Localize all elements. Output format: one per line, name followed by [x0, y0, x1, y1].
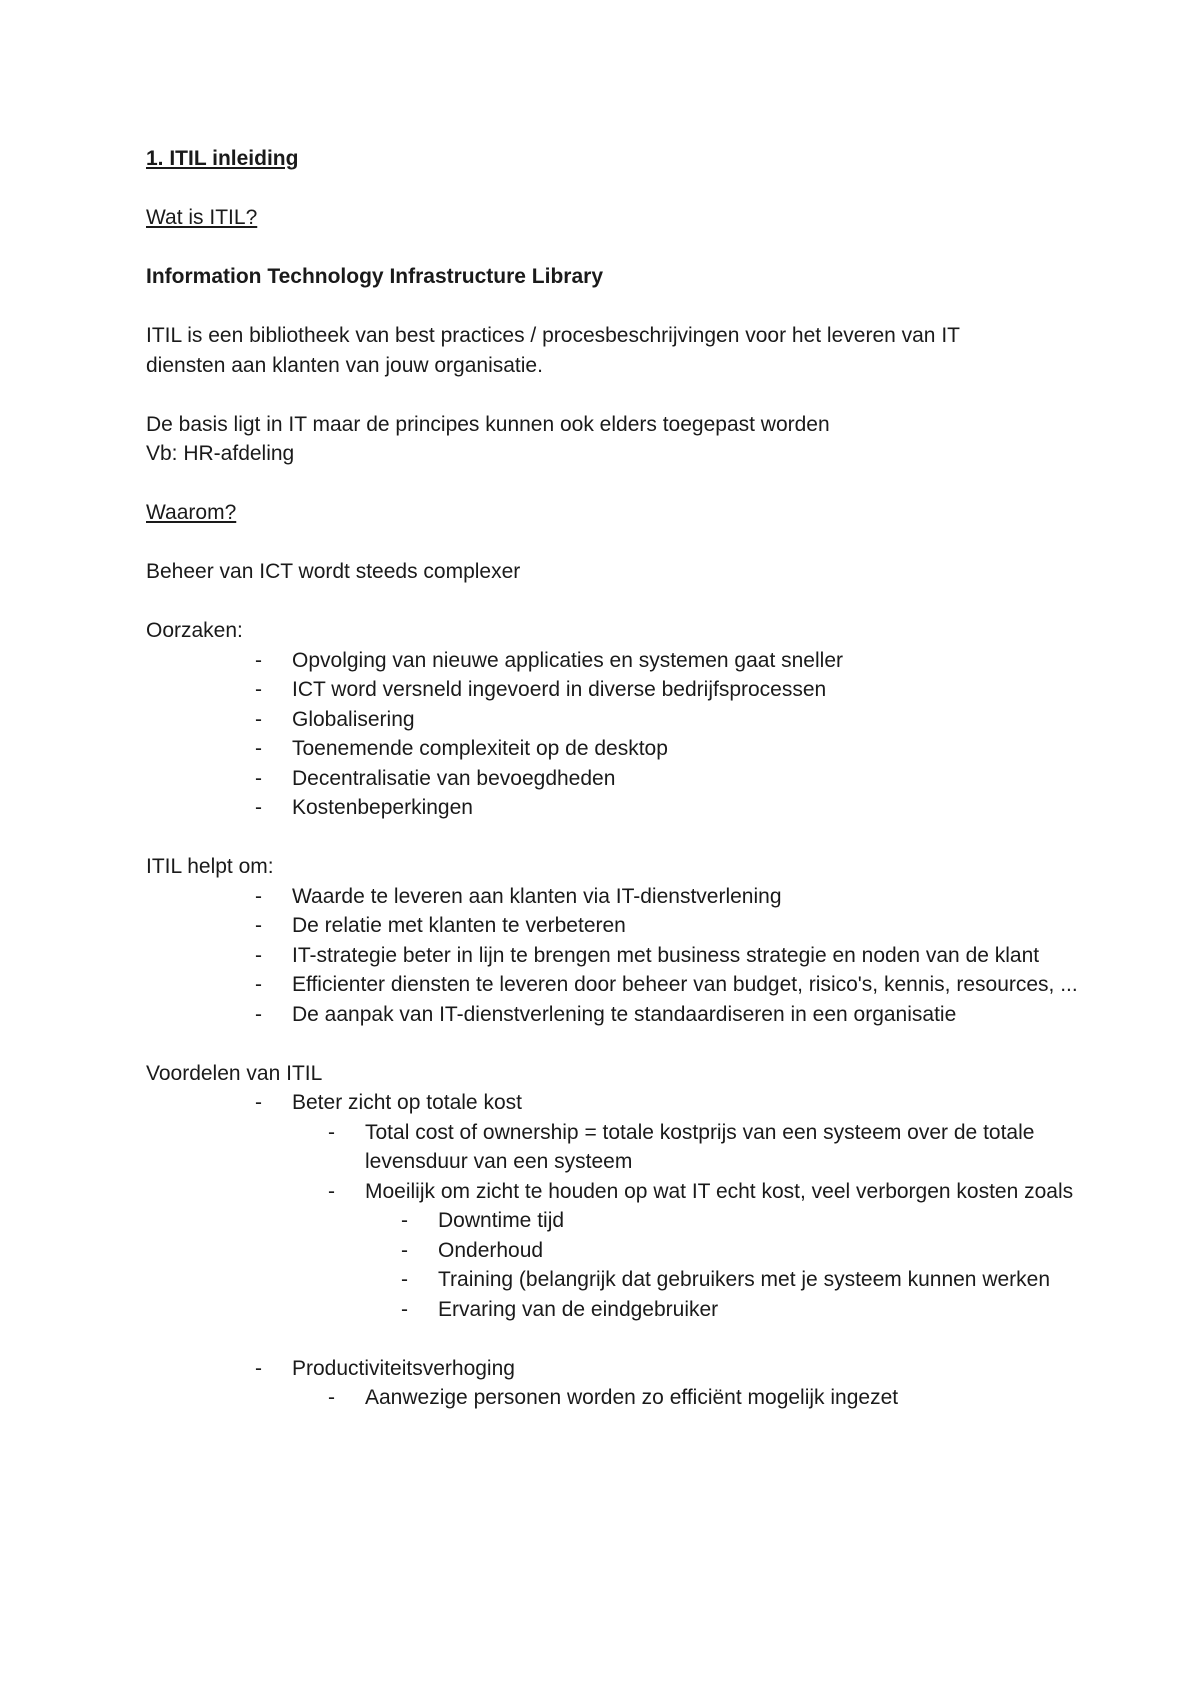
kost-label: Beter zicht op totale kost — [292, 1091, 522, 1114]
voordelen-list — [146, 1088, 1086, 1413]
list-item: - Training (belangrijk dat gebruikers met je systeem kunnen werken — [438, 1265, 1086, 1295]
beheer-paragraph: Beheer van ICT wordt steeds complexer — [146, 560, 521, 583]
list-item: - Onderhoud — [438, 1236, 1086, 1266]
section-heading-waarom: Waarom? — [146, 501, 237, 524]
moeilijk-text: Moeilijk om zicht te houden op wat IT echt kost, veel verborgen kosten zoals — [365, 1179, 1074, 1203]
list-item: - ICT word versneld ingevoerd in diverse bedrijfsprocessen — [292, 675, 1086, 705]
list-item: - IT-strategie beter in lijn te brengen met business strategie en noden van de klant — [292, 941, 1086, 971]
list-item: - Aanwezige personen worden zo efficiënt mogelijk ingezet — [365, 1383, 1086, 1413]
list-item: - Downtime tijd — [438, 1206, 1086, 1236]
intro-line-1: ITIL is een bibliotheek van best practices / procesbeschrijvingen voor het leveren van IT — [146, 324, 960, 347]
list-item: - De relatie met klanten te verbeteren — [292, 911, 1086, 941]
itil-full-name: Information Technology Infrastructure Library — [146, 265, 603, 288]
list-item: - Decentralisatie van bevoegdheden — [292, 764, 1086, 794]
helpt-label: ITIL helpt om: — [146, 855, 274, 878]
document-title: 1. ITIL inleiding — [146, 147, 299, 170]
list-item: - Kostenbeperkingen — [292, 793, 1086, 823]
oorzaken-label: Oorzaken: — [146, 619, 243, 642]
list-item-productiviteit — [292, 1354, 1086, 1413]
list-item: - Total cost of ownership = totale kostprijs van een systeem over de totale levensduur van een systeem — [365, 1118, 1086, 1177]
intro-line-2: diensten aan klanten van jouw organisatie. — [146, 353, 543, 377]
list-item: - De aanpak van IT-dienstverlening te standaardiseren in een organisatie — [292, 1000, 1086, 1030]
kost-sublist — [292, 1118, 1086, 1325]
list-item: - Waarde te leveren aan klanten via IT-dienstverlening — [292, 882, 1086, 912]
hidden-costs-list — [365, 1206, 1086, 1324]
basis-paragraph: De basis ligt in IT maar de principes kunnen ook elders toegepast worden — [146, 412, 830, 436]
document-page — [146, 144, 1086, 1413]
oorzaken-list — [146, 646, 1086, 823]
list-item: - Globalisering — [292, 705, 1086, 735]
example-line: Vb: HR-afdeling — [146, 442, 295, 465]
list-item-moeilijk — [365, 1177, 1086, 1325]
helpt-list — [146, 882, 1086, 1030]
list-item: - Toenemende complexiteit op de desktop — [292, 734, 1086, 764]
list-item-kost — [292, 1088, 1086, 1354]
productiviteit-sublist — [292, 1383, 1086, 1413]
list-item: - Ervaring van de eindgebruiker — [438, 1295, 1086, 1325]
list-item: - Efficienter diensten te leveren door beheer van budget, risico's, kennis, resources, ... — [292, 970, 1086, 1000]
voordelen-label: Voordelen van ITIL — [146, 1061, 323, 1085]
productiviteit-label: Productiviteitsverhoging — [292, 1356, 515, 1380]
section-heading-wat-is-itil: Wat is ITIL? — [146, 206, 258, 229]
list-item: - Opvolging van nieuwe applicaties en systemen gaat sneller — [292, 646, 1086, 676]
